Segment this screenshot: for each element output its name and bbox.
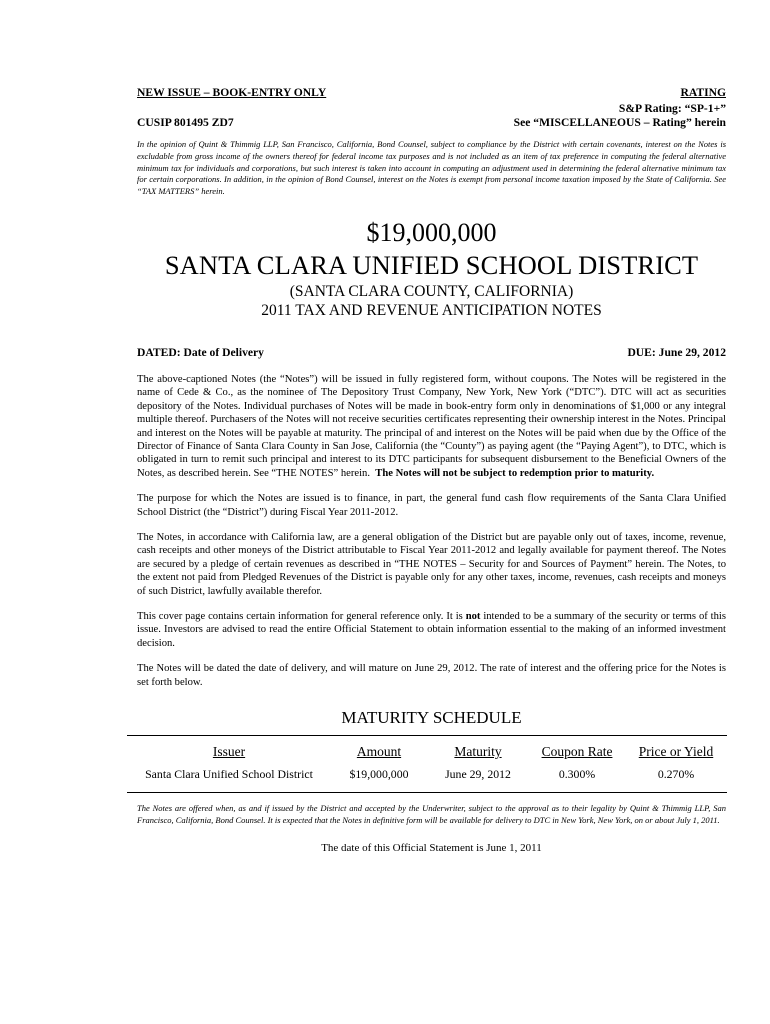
sp-rating: S&P Rating: “SP-1+” [618,102,726,115]
paragraph-book-entry-text: The above-captioned Notes (the “Notes”) will be issued in fully registered form, without coupons. The Notes will be registered in the name of Cede & Co., as the nominee of The Depository Trust Company, New York, New York (“DTC”). DTC will act as securities depository of the Notes. Individual purchases of Notes will be made in book-entry form only in denominations of $1,000 or any integral multiple thereof. Purchasers of the Notes will not receive securities certificates representing their ownership interest in the Notes. Principal and interest on the Notes will be payable at maturity. The principal of and interest on the Notes will be paid when due by the Office of the Director of Finance of Santa Clara County in San Jose, California (the “County”) as paying agent (the “Paying Agent”), to DTC, which is obligated in turn to remit such principal and interest to its DTC participants for subsequent disbursement to the Beneficial Owners of the Notes, as described herein. See “THE NOTES” herein. [137,373,726,479]
col-amount: Amount [356,744,402,760]
cell-maturity: June 29, 2012 [445,767,511,782]
cell-amount: $19,000,000 [349,767,409,782]
district-name: SANTA CLARA UNIFIED SCHOOL DISTRICT [164,249,699,280]
rating-title: RATING [680,86,726,99]
cusip-number: CUSIP 801495 ZD7 [137,116,234,129]
new-issue-label: NEW ISSUE – BOOK-ENTRY ONLY [137,86,327,99]
paragraph-dated: The Notes will be dated the date of delivery, and will mature on June 29, 2012. The rate of interest and the offering price for the Notes is set forth below. [137,663,726,688]
col-issuer: Issuer [212,744,246,760]
cusip-row [137,100,726,130]
maturity-table-header [127,736,727,764]
schedule-bottom-rule [127,792,727,793]
offering-statement: The Notes are offered when, as and if issued by the District and accepted by the Underwriter, subject to the approval as to their legality by Quint & Thimmig LLP, San Francisco, California, Bond Counsel. It is expected that the Notes in definitive form will be available for delivery to DTC in New York, New York, on or about July 1, 2011. [137,803,726,825]
cell-price-yield: 0.270% [657,767,695,782]
paragraph-reference-b: intended to be a summary of the security or terms of this issue. Investors are advised to read the entire Official Statement to obtain information essential to the making of an informed investment decision. [137,611,726,649]
table-row [127,764,727,785]
county-name: (SANTA CLARA COUNTY, CALIFORNIA) [289,282,574,300]
dated-due-row [137,346,726,360]
bond-counsel-opinion: In the opinion of Quint & Thimmig LLP, San Francisco, California, Bond Counsel, subject to compliance by the District with certain covenants, interest on the Notes is excludable from gross income of the owners thereof for federal income tax purposes and is not included as an item of tax preference in computing the federal alternative minimum tax for individuals and corporations, but such interest is taken into account in computing an adjustment used in determining the federal alternative minimum tax for certain corporations. In addition, in the opinion of Bond Counsel, interest on the Notes is exempt from personal income taxation imposed by the State of California. See “TAX MATTERS” herein. [137,139,726,197]
dated-label: DATED: Date of Delivery [137,345,264,359]
official-statement-date: The date of this Official Statement is June 1, 2011 [321,842,542,855]
paragraph-reference-bold: not [465,611,481,623]
paragraph-reference [137,610,726,650]
paragraph-book-entry [137,373,726,480]
rating-block [514,102,726,130]
redemption-statement: The Notes will not be subject to redemption prior to maturity. [375,467,655,479]
paragraph-security: The Notes, in accordance with California law, are a general obligation of the District but are payable only out of taxes, income, revenue, cash receipts and other moneys of the District attributable to Fiscal Year 2011-2012 and legally available for payment thereof. The Notes are secured by a pledge of certain revenues as described in “THE NOTES – Security for and Sources of Payment” herein. The Notes, to the extent not paid from Pledged Revenues of the District is payable only for any other taxes, income, revenues, cash receipts and moneys of such District, lawfully available therefor. [137,532,726,597]
header-row [137,86,726,100]
cell-issuer: Santa Clara Unified School District [145,767,313,782]
maturity-schedule [127,735,727,793]
notes-title: 2011 TAX AND REVENUE ANTICIPATION NOTES [261,301,602,319]
paragraph-reference-a: This cover page contains certain information for general reference only. It is [137,611,466,623]
due-label: DUE: June 29, 2012 [627,345,726,359]
official-statement-cover [137,86,726,854]
col-maturity: Maturity [454,744,502,760]
cell-coupon-rate: 0.300% [558,767,596,782]
col-price-yield: Price or Yield [638,744,714,760]
paragraph-purpose: The purpose for which the Notes are issued is to finance, in part, the general fund cash flow requirements of the Santa Clara Unified School District (the “District”) during Fiscal Year 2011-2012. [137,493,726,518]
maturity-schedule-title: MATURITY SCHEDULE [341,708,522,728]
maturity-table [127,736,727,785]
issue-amount: $19,000,000 [366,217,497,247]
col-coupon-rate: Coupon Rate [541,744,613,760]
see-misc-rating: See “MISCELLANEOUS – Rating” herein [513,116,726,129]
